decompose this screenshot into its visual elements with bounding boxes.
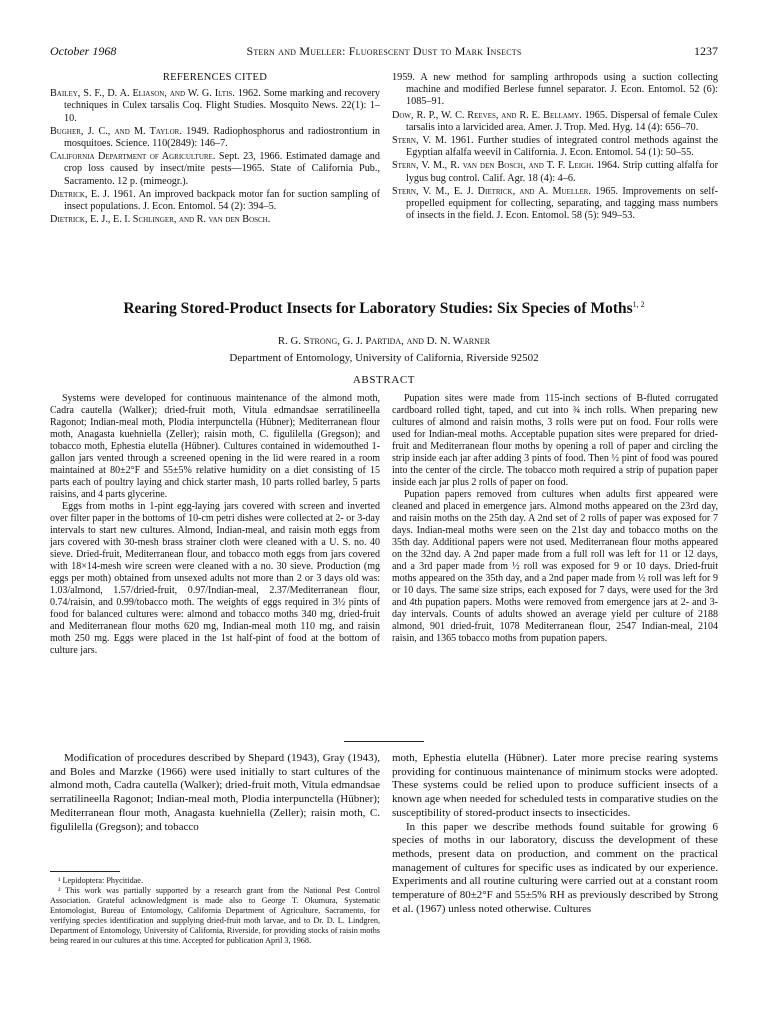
reference-text: Estimated damage and crop loss caused by insect/mite pests—1965. State of California Pub., Sacramento. 12 p. (mimeogr.).	[64, 151, 380, 187]
abstract-right-column	[392, 393, 718, 645]
abstract-paragraph: Pupation sites were made from 115-inch sections of B-fluted corrugated cardboard rolled tight, taped, and cut into ¾ inch rolls. When preparing new cultures of almond and raisin moths, 3 rolls were put on food. Four rolls were used for Indian-meal moths. Acceptable pupation sites were prepared for dried-fruit and Mediterranean flour moths by opening a roll of paper and circling the strip inside each jar after adding 3 pints of food. Then ½ pint of food was poured into the center of the circle. The tobacco moth required a strip of pupation paper inside each jar plus 2 rolls of paper on food.	[392, 393, 718, 488]
footnotes	[50, 876, 380, 946]
footnote: ¹ Lepidoptera: Phycitidae.	[58, 876, 143, 885]
article-title	[40, 300, 728, 318]
reference-entry	[392, 72, 718, 109]
reference-year: 1949.	[186, 125, 210, 137]
author-affiliation: Department of Entomology, University of California, Riverside 92502	[229, 352, 539, 364]
reference-text: Strip cutting alfalfa for lygus bug control. Calif. Agr. 18 (4): 4–6.	[406, 160, 719, 184]
abstract-left-column	[50, 393, 380, 657]
issue-date: October 1968	[50, 44, 117, 58]
body-paragraph: moth, Ephestia elutella (Hübner). Later more precise rearing systems providing for continuous maintenance of minimum stocks were adopted. These systems could be relied upon to produce sufficient insects of a known age when needed for scheduled tests in comparative studies on the susceptibility of stored-product insects to insecticides.	[392, 752, 718, 819]
reference-authors: Stern, V. M.	[392, 135, 447, 147]
article-title-text: Rearing Stored-Product Insects for Laboratory Studies: Six Species of Moths	[123, 300, 633, 318]
reference-entry	[392, 135, 718, 159]
reference-year: 1965.	[584, 109, 608, 121]
reference-text: Radiophosphorus and radiostrontium in mosquitoes. Science. 110(2849): 146–7.	[64, 125, 380, 150]
reference-year: Sept. 23, 1966.	[218, 151, 283, 163]
reference-entry	[50, 214, 380, 226]
reference-text: Further studies of integrated control methods against the Egyptian alfalfa weevil in California. J. Econ. Entomol. 54 (1): 50–55.	[406, 135, 719, 159]
reference-authors: Bugher, J. C., and M. Taylor.	[50, 125, 182, 137]
reference-year: 1964.	[596, 160, 620, 172]
body-paragraph: In this paper we describe methods found suitable for growing 6 species of moths in our laboratory, discuss the development of these methods, present data on production, and comment on the practical management of cultures for specific uses as indicated by our experience. Experiments and all routine culturing were carried out at a constant room temperature of 80±2°F and 55±5% RH as previously described by Strong et al. (1967) unless noted otherwise. Cultures	[392, 820, 718, 915]
article-authors: R. G. Strong, G. J. Partida, and D. N. Warner	[277, 335, 491, 347]
reference-year: 1961.	[112, 188, 136, 200]
reference-entry	[392, 186, 718, 223]
footnote-divider	[50, 871, 120, 872]
reference-text: An improved backpack motor fan for suction sampling of insect populations. J. Econ. Entomol. 54 (2): 394–5.	[64, 188, 381, 213]
section-divider	[344, 741, 424, 742]
reference-year: 1962.	[237, 88, 261, 100]
running-title: Stern and Mueller: Fluorescent Dust to Mark Insects	[246, 44, 522, 58]
reference-text: Improvements on self-propelled equipment for collecting, separating, and tagging mass numbers of insects in the field. J. Econ. Entomol. 58 (5): 949–53.	[406, 185, 719, 222]
abstract-paragraph: Pupation papers removed from cultures when adults first appeared were cleaned and placed in emergence jars. Almond moths appeared on the 23rd day, and raisin moths on the 25th day. A 2nd set of 2 rolls of paper was exposed for 7 days. Indian-meal moths were seen on the 21st day and tobacco moths on the 35th day. Additional papers were not used. Mediterranean flour moths appeared on the 32nd day. A 2nd paper made from a full roll was left for 11 or 12 days, and a 3rd paper made from ½ roll was exposed for 9 or 10 days. Dried-fruit moths appeared on the 35th day, and a 2nd paper made from ½ roll was left for 9 or 10 days. The same size strips, each exposed for 7 days, were used for the 3rd and 4th pupation papers. Moths were removed from emergence jars at 2- and 3-day intervals. Counts of adults showed an average yield per culture of 2188 almond, 901 dried-fruit, 1078 Mediterranean flour, 2547 Indian-meal, 2104 raisin, and 1365 tobacco moths from pupation papers.	[392, 489, 718, 644]
body-right-column	[392, 752, 718, 916]
reference-entry	[392, 160, 718, 184]
reference-entry	[392, 110, 718, 134]
reference-year: 1965.	[595, 185, 619, 197]
reference-entry	[50, 151, 380, 188]
reference-authors: Dietrick, E. J., E. I. Schlinger, and R. van den Bosch.	[50, 214, 271, 226]
abstract-paragraph: Eggs from moths in 1-pint egg-laying jars covered with screen and inverted over filter paper in the bottoms of 10-cm petri dishes were collected at 2- or 3-day intervals to start new cultures. Almond, Indian-meal, and raisin moth eggs from jars covered with 30-mesh brass strainer cloth were cleaned with a U. S. no. 40 sieve. Dried-fruit, Mediterranean flour, and tobacco moth eggs from jars covered with 18×14-mesh wire screen were cleaned with a no. 30 sieve. Production (mg eggs per moth) obtained from unsexed adults not more than 2 or 3 days old was: 1.03/almond, 1.57/dried-fruit, 0.97/Indian-meal, 2.37/Mediterranean flour, 0.74/raisin, and 0.99/tobacco moth. The weights of eggs required in 3½ pints of food for balanced cultures were: almond and tobacco moths 340 mg, dried-fruit and Mediterranean flour moths 620 mg, Indian-meal moth 110 mg, and raisin moth 250 mg. Eggs were placed in the 1st half-pint of food at the bottom of culture jars.	[50, 501, 380, 656]
reference-text: Dispersal of female Culex tarsalis into a larvicided area. Amer. J. Trop. Med. Hyg. 14 (4): 656–70.	[406, 109, 718, 133]
references-left-column	[50, 72, 380, 227]
reference-authors: Stern, V. M., R. van den Bosch, and T. F. Leigh.	[392, 160, 594, 172]
reference-text: Some marking and recovery techniques in Culex tarsalis Coq. Flight Studies. Mosquito News. 22(1): 1–10.	[64, 88, 381, 124]
body-left-column	[50, 752, 380, 834]
reference-authors: Dietrick, E. J.	[50, 188, 110, 200]
reference-authors: California Department of Agriculture.	[50, 151, 216, 163]
references-right-column	[392, 72, 718, 223]
footnote: ² This work was partially supported by a research grant from the National Pest Control Association. Grateful acknowledgment is made also to George T. Okumura, Systematic Entomologist, Bureau of Entomology, California Department of Agriculture, Sacramento, for verifying species identification and supplying dried-fruit moth larvae, and to Dr. D. L. Lindgren, Department of Entomology, University of California, Riverside, for providing stocks of raisin moths being reared in our cultures at this time. Accepted for publication April 3, 1968.	[50, 886, 380, 945]
page-number: 1237	[694, 44, 718, 58]
reference-authors: Bailey, S. F., D. A. Eliason, and W. G. Iltis.	[50, 88, 235, 100]
abstract-paragraph: Systems were developed for continuous maintenance of the almond moth, Cadra cautella (Walker); dried-fruit moth, Vitula edmandsae serratilineella Ragonot; Indian-meal moth, Plodia interpunctella (Hübner); Mediterranean flour moth, Anagasta kuehniella (Zeller); raisin moth, C. figulilella (Gregson); and tobacco moth, Ephestia elutella (Hübner). Cultures contained in widemouthed 1-gallon jars vented through a screened opening in the lid were reared in a room maintained at 80±2°F and 55±5% relative humidity on a diet consisting of 15 parts each of poultry laying and chick starter mash, 10 parts rolled barley, 5 parts raisins, and 4 parts glycerine.	[50, 393, 380, 500]
references-heading: REFERENCES CITED	[162, 72, 268, 83]
title-footnote-marks: 1, 2	[632, 300, 645, 309]
body-paragraph: Modification of procedures described by Shepard (1943), Gray (1943), and Boles and Marzke (1966) were used initially to start cultures of the almond moth, Cadra cautella (Walker); dried-fruit moth, Vitula edmandsae serratilineella Ragonot; Indian-meal moth, Plodia interpunctella (Hübner); Mediterranean flour moth, Anagasta kuehniella (Zeller); raisin moth, C. figulilella (Gregson); and tobacco	[50, 752, 380, 833]
reference-authors: Stern, V. M., E. J. Dietrick, and A. Mueller.	[392, 185, 591, 197]
abstract-heading: ABSTRACT	[352, 374, 416, 386]
reference-year: 1961.	[450, 135, 474, 147]
reference-entry	[50, 126, 380, 150]
reference-entry	[50, 88, 380, 125]
reference-entry	[50, 189, 380, 213]
reference-authors: Dow, R. P., W. C. Reeves, and R. E. Bellamy.	[392, 109, 582, 121]
reference-year: 1959.	[392, 72, 415, 83]
reference-text: A new method for sampling arthropods using a suction collecting machine and modified Berlese funnel separator. J. Econ. Entomol. 52 (6): 1085–91.	[406, 72, 718, 108]
